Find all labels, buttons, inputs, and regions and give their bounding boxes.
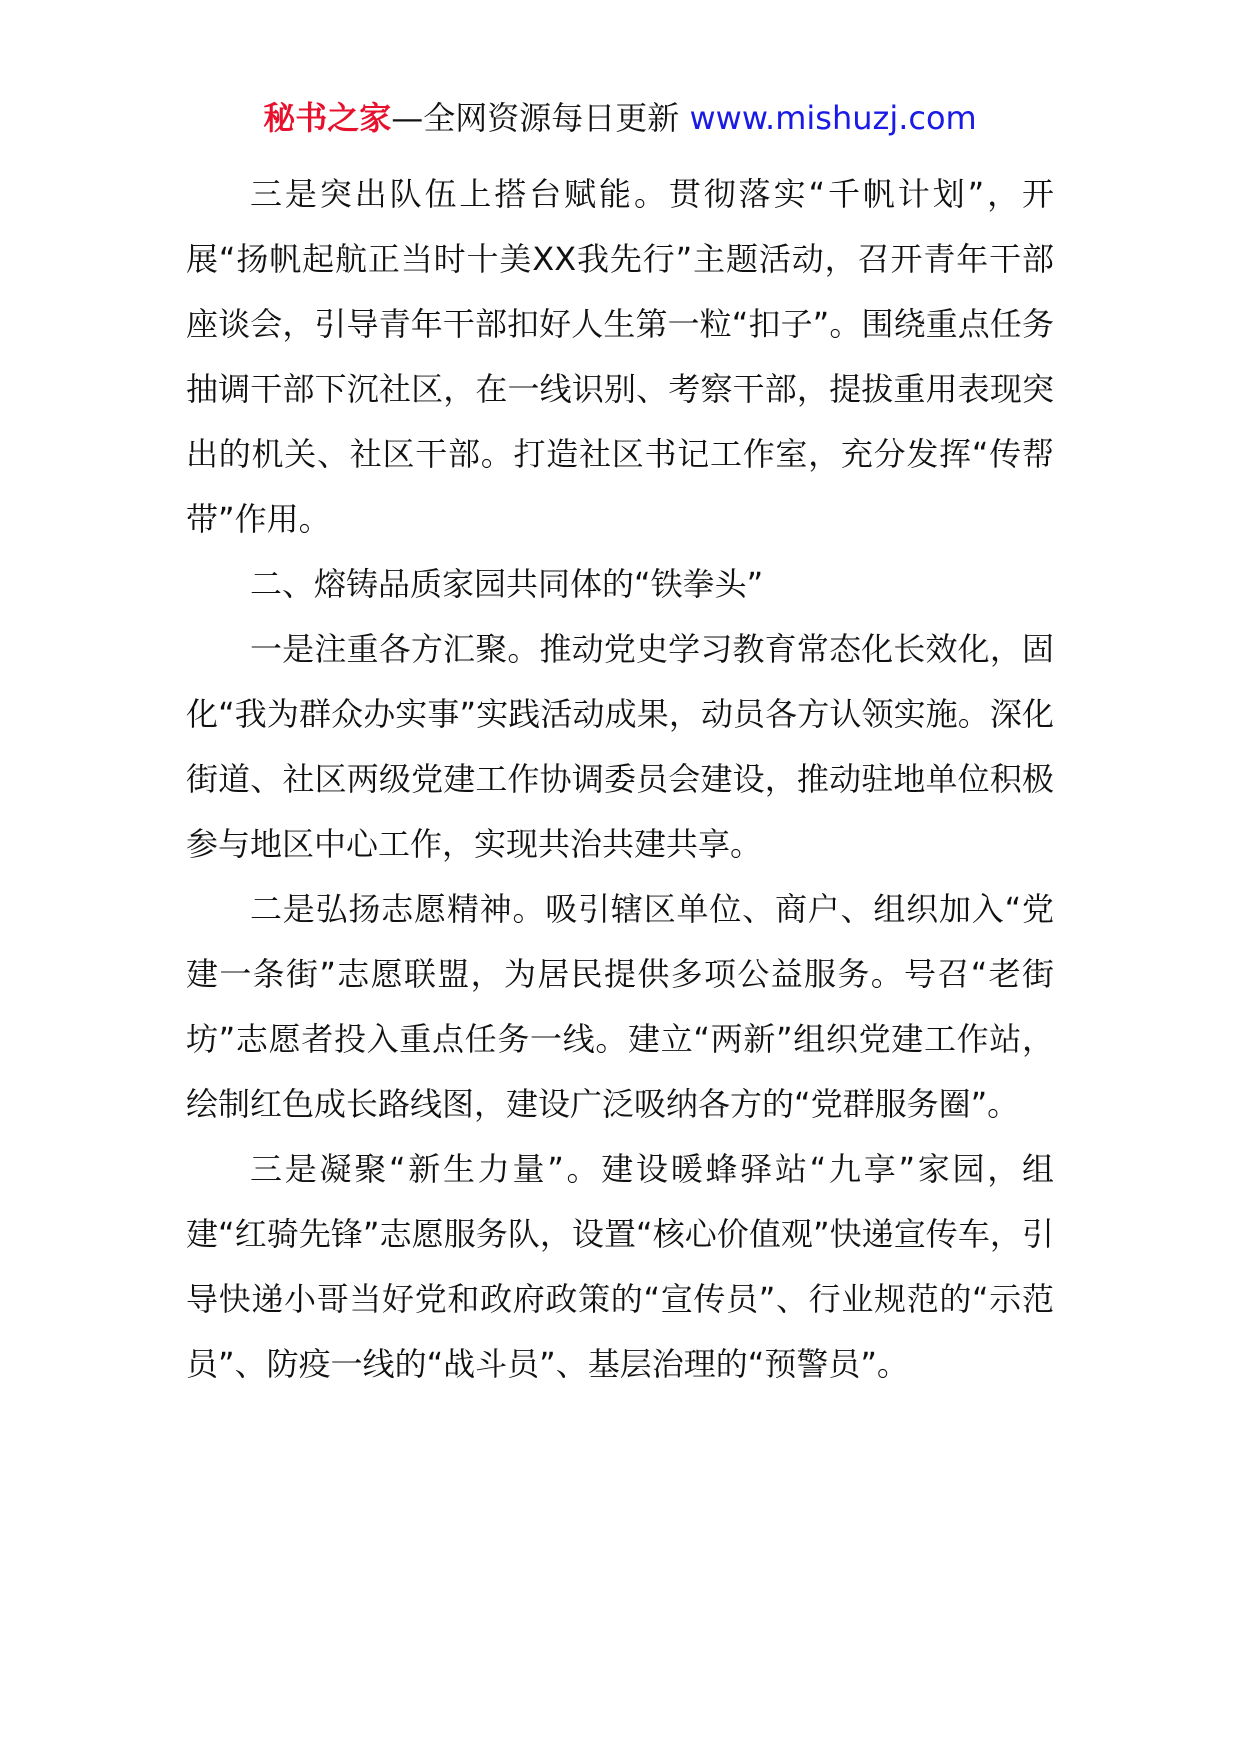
paragraph-volunteer-spirit: 二是弘扬志愿精神。吸引辖区单位、商户、组织加入“党建一条街”志愿联盟，为居民提供多项公益服务。号召“老街坊”志愿者投入重点任务一线。建立“两新”组织党建工作站，绘制红色成长路线图，建设广泛吸纳各方的“党群服务圈”。 (186, 890, 1054, 1123)
paragraph-team-empowerment: 三是突出队伍上搭台赋能。贯彻落实“千帆计划”，开展“扬帆起航正当时十美XX我先行”主题活动，召开青年干部座谈会，引导青年干部扣好人生第一粒“扣子”。围绕重点任务抽调干部下沉社区，在一线识别、考察干部，提拔重用表现突出的机关、社区干部。打造社区书记工作室，充分发挥“传帮带”作用。 (186, 175, 1054, 538)
site-url-link[interactable]: www.mishuzj.com (689, 99, 977, 137)
site-brand: 秘书之家 (263, 99, 392, 137)
paragraph-new-forces: 三是凝聚“新生力量”。建设暖蜂驿站“九享”家园，组建“红骑先锋”志愿服务队，设置“核心价值观”快递宣传车，引导快递小哥当好党和政府政策的“宣传员”、行业规范的“示范员”、防疫一线的“战斗员”、基层治理的“预警员”。 (186, 1150, 1054, 1383)
document-body (186, 162, 1054, 1397)
section-heading: 二、熔铸品质家园共同体的“铁拳头” (250, 565, 764, 603)
site-tagline: —全网资源每日更新 (391, 99, 690, 137)
paragraph-gather-forces: 一是注重各方汇聚。推动党史学习教育常态化长效化，固化“我为群众办实事”实践活动成果，动员各方认领实施。深化街道、社区两级党建工作协调委员会建设，推动驻地单位积极参与地区中心工作，实现共治共建共享。 (186, 630, 1054, 863)
site-header (0, 96, 1240, 140)
